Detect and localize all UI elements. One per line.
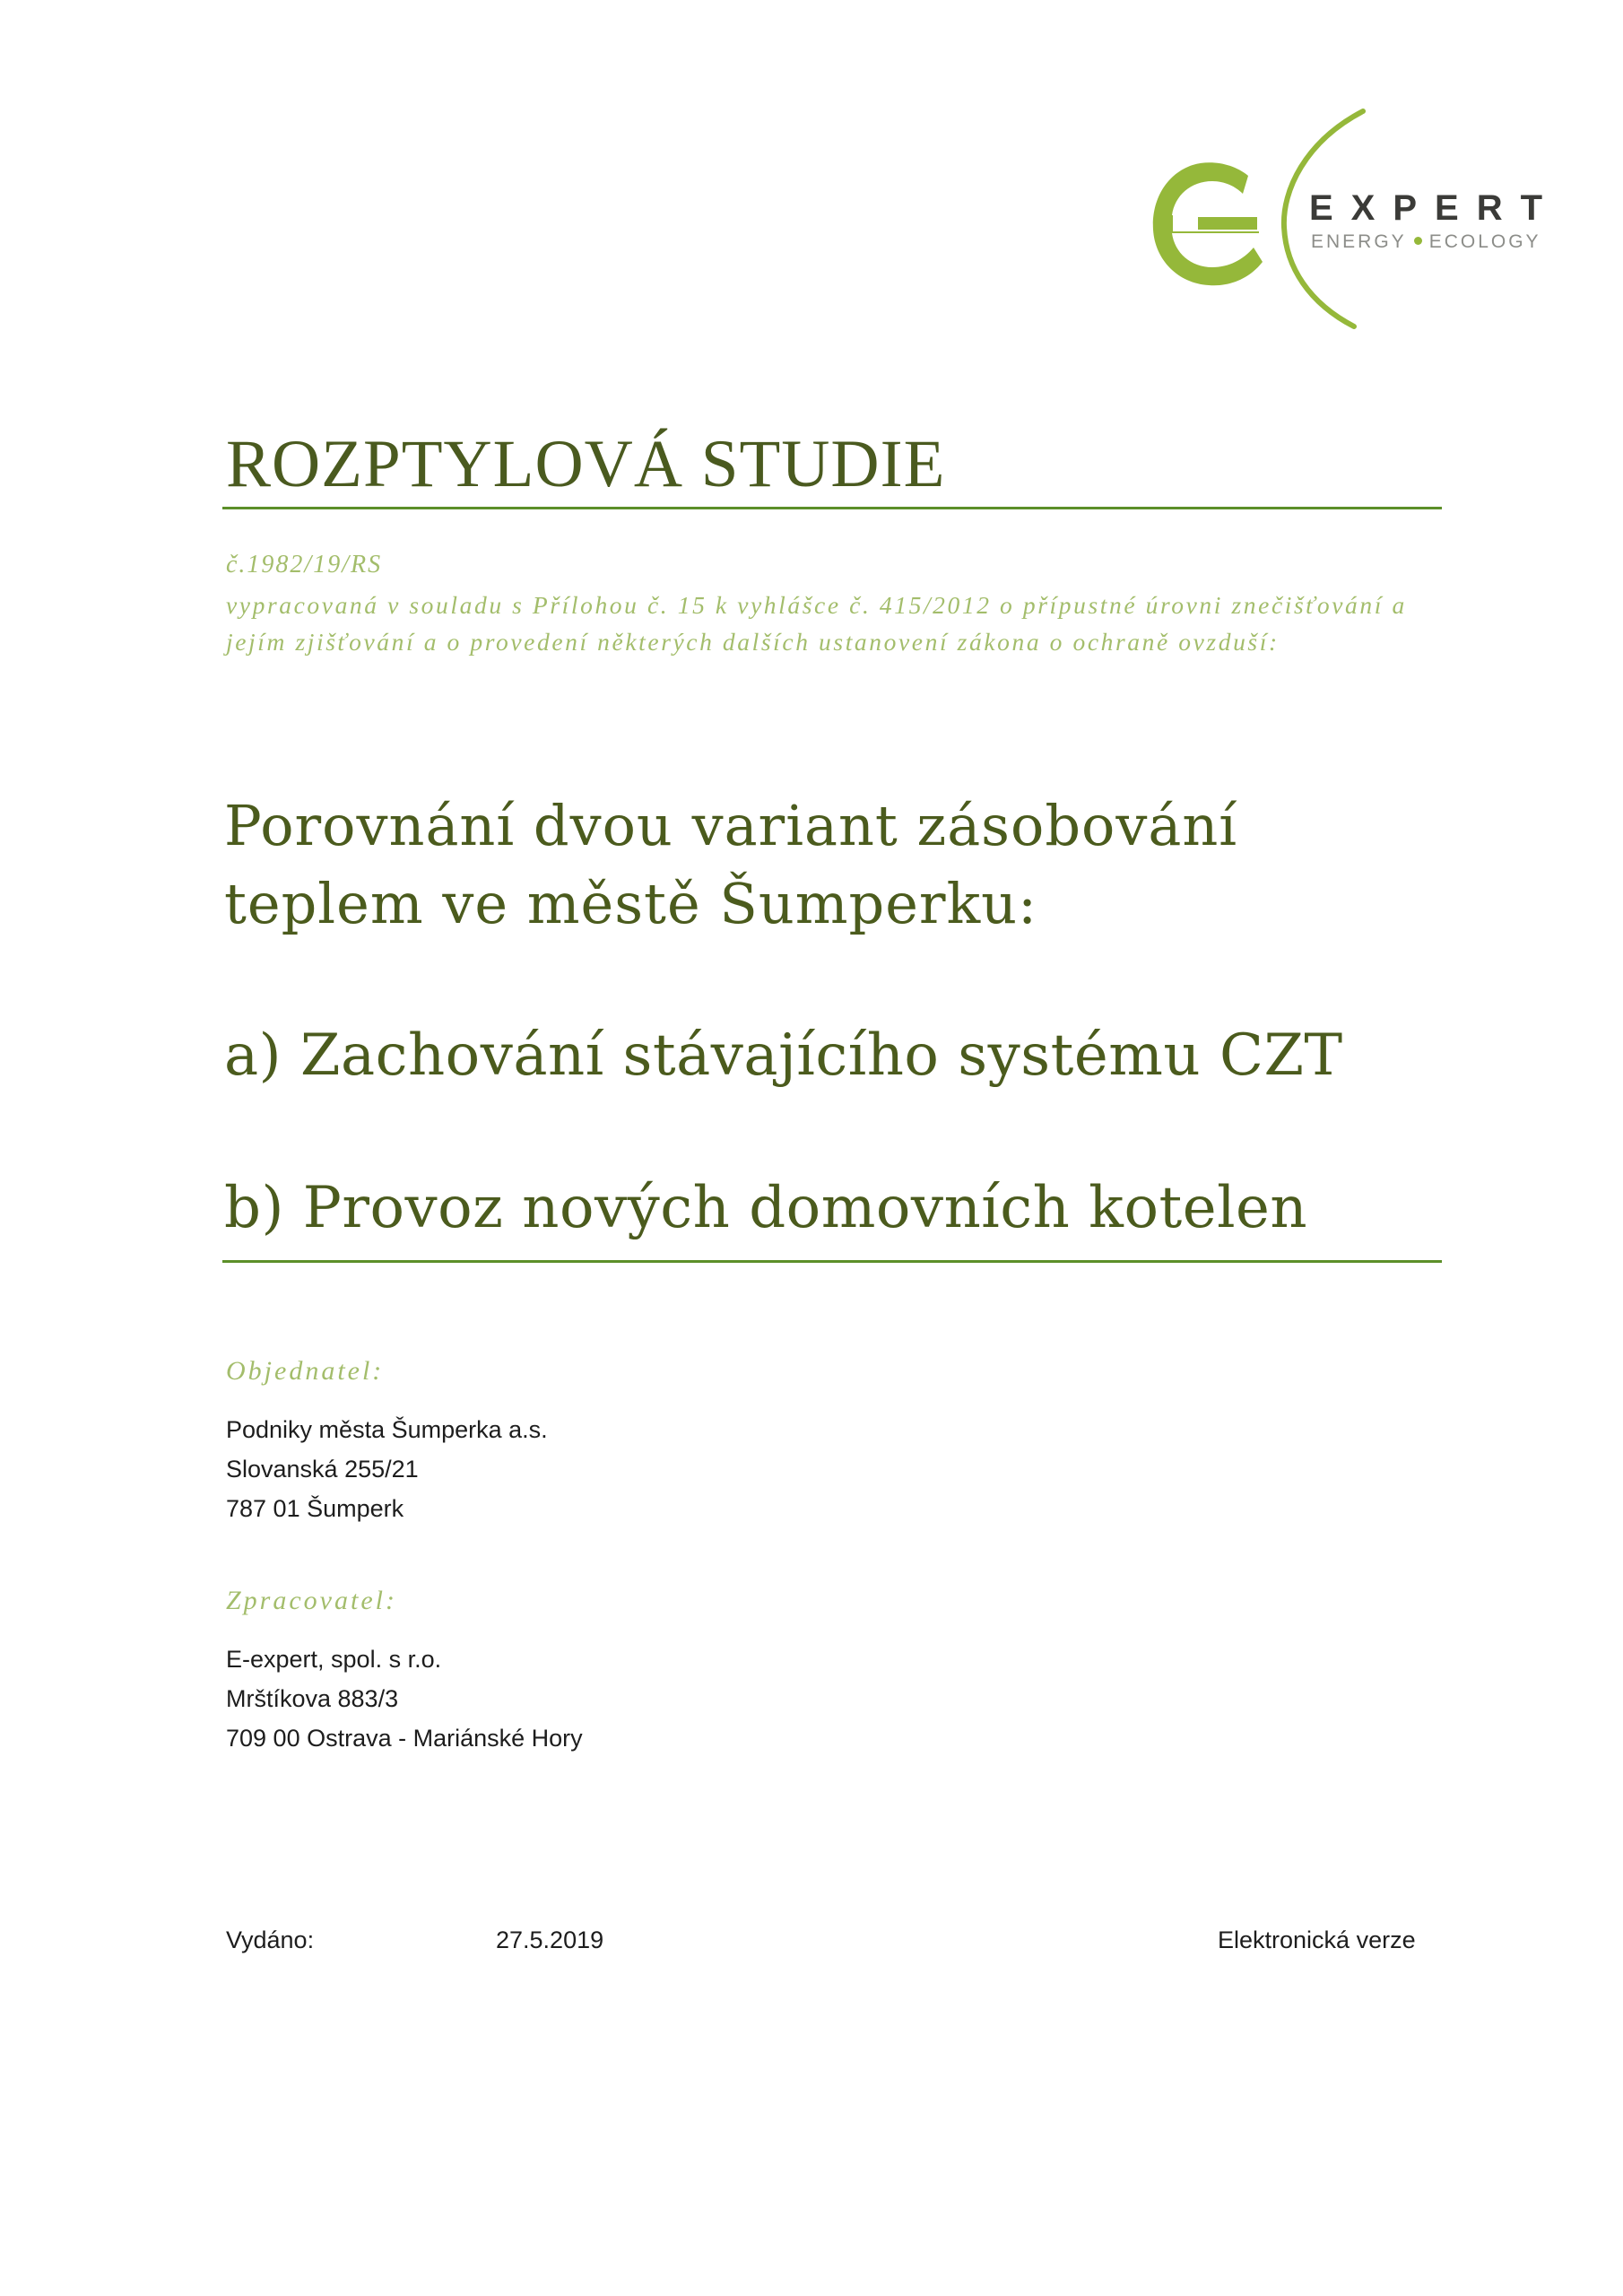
processor-city: 709 00 Ostrava - Mariánské Hory	[226, 1725, 583, 1752]
processor-address	[226, 1639, 583, 1758]
client-street: Slovanská 255/21	[226, 1456, 419, 1483]
variant-a-heading: a) Zachování stávajícího systému CZT	[224, 1022, 1343, 1089]
client-city: 787 01 Šumperk	[226, 1495, 404, 1522]
study-reference-number: č.1982/19/RS	[226, 551, 383, 578]
version-note: Elektronická verze	[1218, 1926, 1416, 1953]
client-address	[226, 1410, 548, 1528]
logo-wordmark: EXPERT	[1309, 188, 1561, 228]
title-divider	[222, 507, 1442, 509]
study-legal-description: vypracovaná v souladu s Přílohou č. 15 k vyhlášce č. 415/2012 o přípustné úrovni znečišťování a jejím zjišťování a o provedení některých dalších ustanovení zákona o ochraně ovzduší:	[226, 591, 1407, 656]
client-name: Podniky města Šumperka a.s.	[226, 1416, 548, 1443]
company-logo	[1148, 106, 1561, 330]
logo-tagline: ENERGY ECOLOGY	[1311, 231, 1541, 252]
heading-divider	[222, 1260, 1442, 1263]
tagline-dot-icon	[1414, 237, 1422, 245]
study-main-heading: Porovnání dvou variant zásobování teplem ve městě Šumperku:	[224, 793, 1238, 936]
processor-label: Zpracovatel:	[226, 1586, 397, 1615]
e-logo-mark-icon	[1148, 160, 1273, 290]
processor-street: Mrštíkova 883/3	[226, 1685, 399, 1712]
issued-date: 27.5.2019	[496, 1926, 604, 1953]
processor-name: E-expert, spol. s r.o.	[226, 1646, 442, 1673]
client-label: Objednatel:	[226, 1356, 385, 1386]
document-title: ROZPTYLOVÁ STUDIE	[226, 427, 946, 501]
variant-b-heading: b) Provoz nových domovních kotelen	[224, 1175, 1308, 1241]
issued-label: Vydáno:	[226, 1926, 315, 1953]
